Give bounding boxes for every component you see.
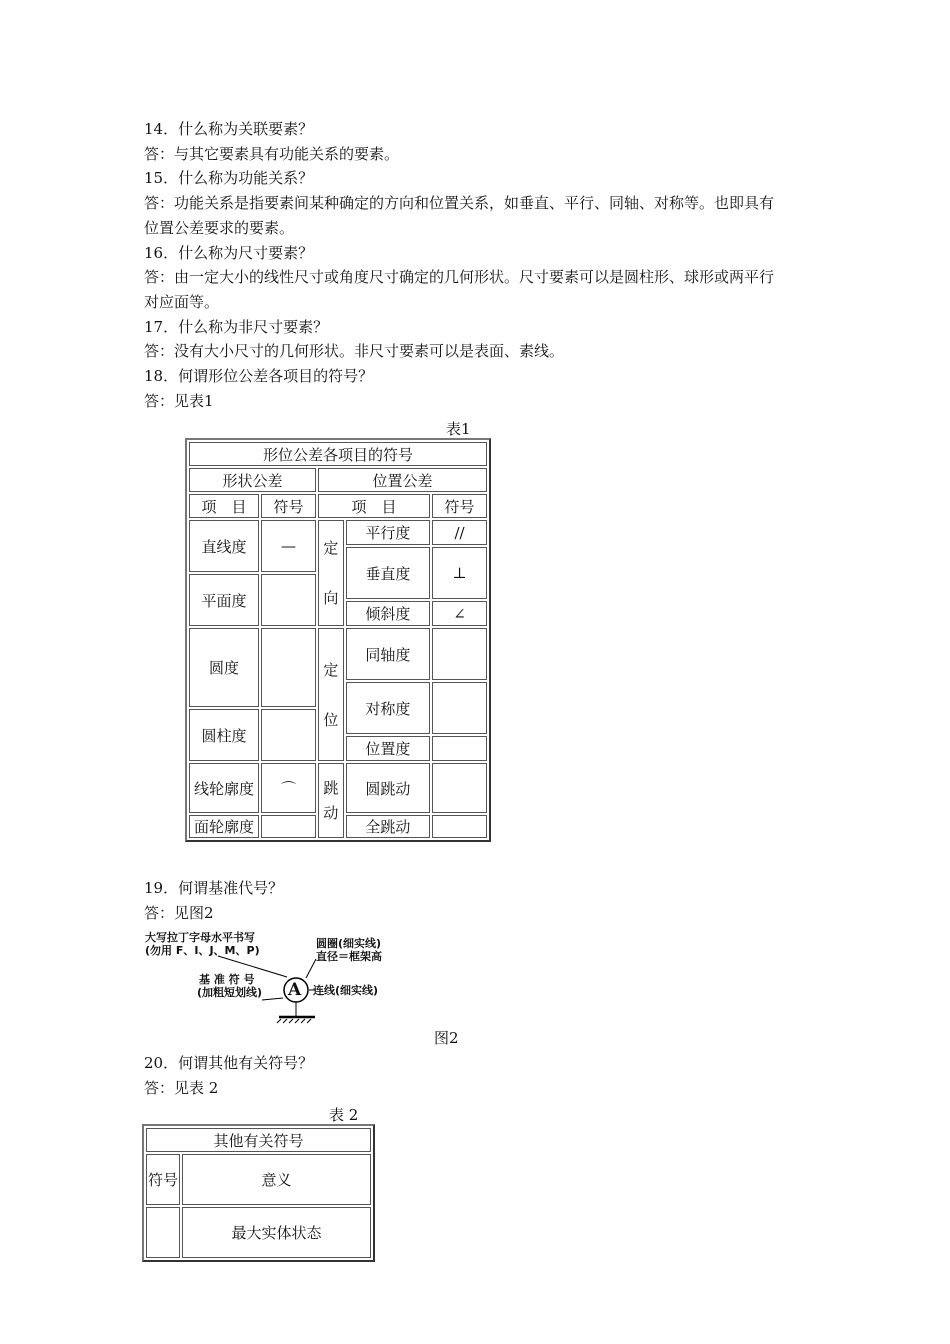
position-item-symbol [432,628,487,680]
header-item: 项 目 [318,494,430,518]
table1-caption: 表1 [446,420,471,438]
qa-section [144,117,850,413]
position-item-name: 圆跳动 [346,763,430,813]
letters-label-line2: (勿用 F、I、J、M、P) [145,944,260,957]
position-tolerance-header: 位置公差 [318,468,487,492]
position-item-symbol: // [432,520,487,545]
position-item-symbol [432,763,487,813]
form-item-symbol: ⌒ [261,763,316,813]
other-symbols-table [142,1124,375,1262]
table2-title: 其他有关符号 [146,1128,371,1152]
answer-17: 答：没有大小尺寸的几何形状。非尺寸要素可以是表面、素线。 [144,342,565,361]
table1-title: 形位公差各项目的符号 [189,442,487,466]
answer-16-line1: 答：由一定大小的线性尺寸或角度尺寸确定的几何形状。尺寸要素可以是圆柱形、球形或两平行 [144,268,775,287]
datum-symbol-label-line1: 基 准 符 号 [199,973,255,986]
form-item-symbol [261,815,316,838]
question-16: 16．什么称为尺寸要素？ [144,243,314,262]
position-item-symbol: ⊥ [432,547,487,599]
qa-section-20 [144,1051,850,1100]
position-item-symbol [432,815,487,838]
letters-label-line1: 大写拉丁字母水平书写 [145,931,255,944]
form-item-symbol [261,709,316,761]
tolerance-symbols-table [185,438,491,842]
form-item-symbol [261,574,316,626]
question-19: 19．何谓基准代号？ [144,879,284,897]
answer-19: 答：见图2 [144,903,214,922]
answer-18: 答：见表1 [144,391,214,410]
datum-letter: A [288,980,302,1000]
position-item-name: 同轴度 [346,628,430,680]
datum-symbol-label-line2: (加粗短划线) [197,986,263,999]
circle-label-line1: 圆圈(细实线) [316,937,382,950]
question-17: 17．什么称为非尺寸要素？ [144,317,329,336]
form-item-name: 平面度 [189,574,259,626]
form-item-symbol: — [261,520,316,572]
form-tolerance-header: 形状公差 [189,468,316,492]
position-item-name: 平行度 [346,520,430,545]
form-item-name: 线轮廓度 [189,763,259,813]
header-symbol: 符号 [261,494,316,518]
position-item-name: 倾斜度 [346,601,430,626]
form-item-name: 直线度 [189,520,259,572]
answer-20: 答：见表 2 [144,1078,219,1097]
position-item-name: 位置度 [346,736,430,761]
position-item-symbol [432,682,487,734]
table2-row-meaning: 最大实体状态 [182,1207,371,1258]
answer-16-line2: 对应面等。 [144,292,220,311]
position-item-symbol [432,736,487,761]
runout-group-label: 跳 动 [318,763,344,838]
figure2-caption: 图2 [434,1029,459,1047]
table2-header-symbol: 符号 [146,1154,180,1205]
position-item-name: 全跳动 [346,815,430,838]
answer-14: 答：与其它要素具有功能关系的要素。 [144,144,400,163]
orientation-group-label: 定 向 [318,520,344,626]
form-item-name: 面轮廓度 [189,815,259,838]
question-18: 18．何谓形位公差各项目的符号？ [144,367,374,386]
position-item-symbol: ∠ [432,601,487,626]
form-item-name: 圆度 [189,628,259,707]
connecting-line-label: 连线(细实线) [313,984,379,997]
table2-caption: 表 2 [329,1106,359,1124]
question-20: 20．何谓其他有关符号？ [144,1054,314,1072]
form-item-symbol [261,628,316,707]
position-item-name: 对称度 [346,682,430,734]
circle-label-line2: 直径＝框架高 [316,950,382,963]
form-item-name: 圆柱度 [189,709,259,761]
location-group-label: 定 位 [318,628,344,761]
question-15: 15．什么称为功能关系？ [144,169,314,188]
table2-header-meaning: 意义 [182,1154,371,1205]
header-item: 项 目 [189,494,259,518]
question-14: 14．什么称为关联要素？ [144,120,314,138]
answer-15-line1: 答：功能关系是指要素间某种确定的方向和位置关系，如垂直、平行、同轴、对称等。也即具有 [144,194,775,213]
datum-symbol-figure [143,928,403,1026]
table2-row-symbol [146,1207,180,1258]
header-symbol: 符号 [432,494,487,518]
answer-15-line2: 位置公差要求的要素。 [144,218,295,237]
qa-section-19 [144,876,850,925]
position-item-name: 垂直度 [346,547,430,599]
